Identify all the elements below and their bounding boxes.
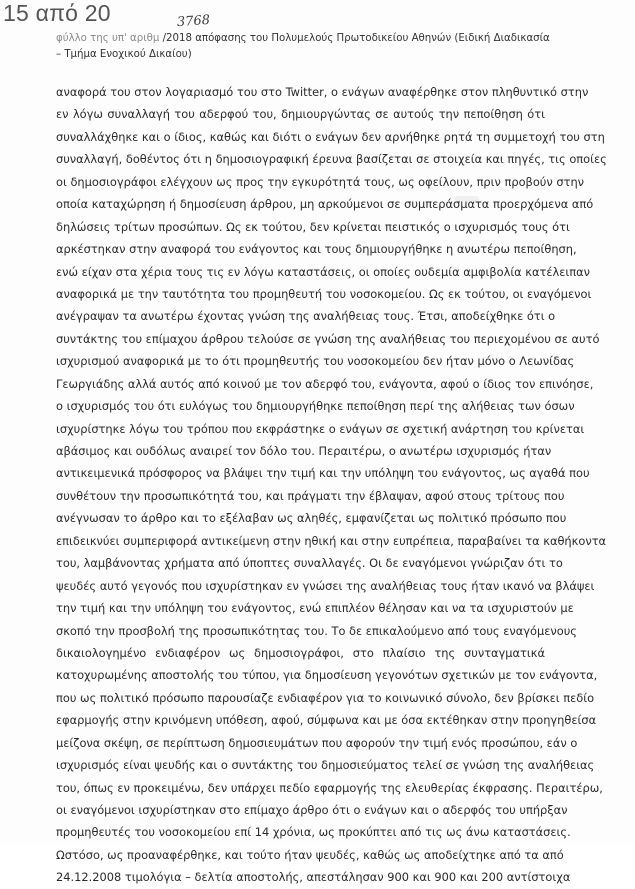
body-text-line: δηλώσεις τρίτων προσώπων. Ως εκ τούτου, δεν κρίνεται πειστικός ο ισχυρισμός τους ότι [56,219,570,234]
handwritten-note: 3768 [176,12,211,31]
body-text-line: κατοχυρωμένης αποστολής του τύπου, για δημοσίευση γεγονότων σχετικών με τον ενάγοντα, [56,668,598,683]
body-text-line: του, λαμβάνοντας χρήματα από ύποπτες συναλλαγές. Οι δε εναγόμενοι γνώριζαν ότι το [56,556,563,571]
body-text-line: Ωστόσο, ως προαναφέρθηκε, και τούτο ήταν ψευδές, καθώς ως αποδείχτηκε από τα από [56,847,564,862]
header-sheet-reference: φύλλο της υπ' αριθμ [56,33,160,44]
body-text-line: συνθέτουν την προσωπικότητά του, και πράγματι την έβλαψαν, αφού στους τρίτους που [56,488,565,503]
body-text-line: επιδεικνύει συμπεριφορά αντικείμενη στην ηθική και στην ευπρέπεια, παραβαίνει τα καθήκοντα [56,533,607,548]
body-text-line: αναφορά του στον λογαριασμό του στο Twitter, ο ενάγων αναφέρθηκε στον πληθυντικό στην [56,85,589,99]
body-text-line: ισχυρισμού αναφορικά με το ότι προμηθευτής του νοσοκομείου δεν ήταν μόνο ο Λεωνίδας [56,354,575,369]
body-text-line: συντάκτης του επίμαχου άρθρου τελούσε σε γνώση της αναλήθειας του περιεχομένου σε αυτό [56,331,600,346]
body-text-line: του, όπως εν προκειμένω, δεν υπάρχει πεδίο εφαρμογής της ελευθερίας έκφρασης. Περαιτέρω, [56,780,603,795]
body-text-line: αναφορικά με την ταυτότητα του προμηθευτή του νοσοκομείου. Ως εκ τούτου, οι εναγόμενοι [56,286,592,301]
body-text-line: την τιμή και την υπόληψη του ενάγοντος, ενώ επιπλέον θέλησαν και να τα ισχυριστούν με [56,601,574,616]
body-text-line: ισχυρίστηκε λόγω του τρόπου που εκφράστηκε ο ενάγων σε σχετική ανάρτηση του κρίνεται [56,421,585,436]
body-text-line: εν λόγω συναλλαγή του αδερφού του, δημιουργώντας σε αυτούς την πεποίθηση ότι [56,107,545,122]
body-text-line: συναλλάχθηκε και ο ίδιος, καθώς και διότι ο ενάγων δεν αρνήθηκε ρητά τη συμμετοχή του στη [56,129,605,144]
document-header [56,31,576,63]
body-text-line: που ως πολιτικό πρόσωπο παρουσίαζε ενδιαφέρον για το κοινωνικό σύνολο, δεν βρίσκει πεδίο [56,690,595,705]
body-text-line: σκοπό την προσβολή της προσωπικότητας του. Το δε επικαλούμενο από τους εναγόμενους [56,623,577,638]
body-text-line: μείζονα σκέψη, σε περίπτωση δημοσιευμάτων που αφορούν την τιμή ενός προσώπου, εάν ο [56,735,578,750]
document-body [56,81,607,889]
body-text-line: ανέγραψαν τα ανωτέρω έχοντας γνώση της αναλήθειας τους. Έτσι, αποδείχθηκε ότι ο [56,309,556,324]
body-text-line: οι εναγόμενοι ισχυρίστηκαν στο επίμαχο άρθρο ότι ο ενάγων και ο αδερφός του υπήρξαν [56,803,568,817]
body-text-line: Γεωργιάδης αλλά αυτός από κοινού με τον αδερφό του, ενάγοντα, αφού ο ίδιος τον επινόησε, [56,376,594,391]
body-text-line: αντικειμενικά πρόσφορος να βλάψει την τιμή και την υπόληψη του ενάγοντος, ως αγαθά που [56,466,590,481]
body-text-line: δικαιολογημένο ενδιαφέρον ως δημοσιογράφοι, στο πλαίσιο της συνταγματικά [56,645,545,660]
body-text-line: ψευδές αυτό γεγονός που ισχυρίστηκαν εν γνώσει της αναλήθειας τους ήταν ικανό να βλάψει [56,578,595,593]
body-text-line: οποία καταχώρηση ή δημοσίευση άρθρου, μη αρκούμενοι σε συμπεράσματα προερχόμενα από [56,197,594,212]
header-decision-reference: /2018 απόφασης του Πολυμελούς Πρωτοδικείου Αθηνών (Ειδική Διαδικασία [162,33,550,44]
body-text-line: εφαρμογής στην κρινόμενη υπόθεση, αφού, σύμφωνα και με όσα εκτέθηκαν στην προηγηθείσα [56,713,597,728]
page-counter: 15 από 20 [3,0,111,26]
body-text-line: αρκέστηκαν στην αναφορά του ενάγοντος και τους δημιουργήθηκε η ανωτέρω πεποίθηση, [56,242,577,257]
body-text-line: προμηθευτές του νοσοκομείου επί 14 χρόνια, ως προκύπτει από τις ως άνω καταστάσεις. [56,825,571,840]
body-text-line: ο ισχυρισμός του ότι ευλόγως του δημιουργήθηκε πεποίθηση περί της αλήθειας των όσων [56,399,575,414]
header-line-1 [56,31,576,47]
body-text-line: συναλλαγή, δοθέντος ότι η δημοσιογραφική έρευνα βασίζεται σε στοιχεία και πηγές, τις οποίες [56,152,607,167]
body-text-line: ισχυρισμός είναι ψευδής και ο συντάκτης του δημοσιεύματος τελεί σε γνώση της αναλήθειας [56,758,595,773]
body-text-line: οι δημοσιογράφοι ελέγχουν ως προς την εγκυρότητά τους, ως οφείλουν, πριν προβούν στην [56,174,585,189]
body-text-line: ενώ είχαν στα χέρια τους τις εν λόγω καταστάσεις, οι οποίες ουδεμία αμφιβολία κατέλειπαν [56,264,591,279]
body-text-line: 24.12.2008 τιμολόγια – δελτία αποστολής, απεστάλησαν 900 και 900 και 200 αντίστοιχα [56,870,571,885]
body-text-line: ανέγνωσαν το άρθρο και το εξέλαβαν ως αληθές, εμφανίζεται ως πολιτικό πρόσωπο που [56,511,567,526]
header-line-2: – Τμήμα Ενοχικού Δικαίου) [56,49,192,60]
body-text-line: αβάσιμος και ουδόλως αναιρεί τον δόλο του. Περαιτέρω, ο ανωτέρω ισχυρισμός ήταν [56,444,552,458]
